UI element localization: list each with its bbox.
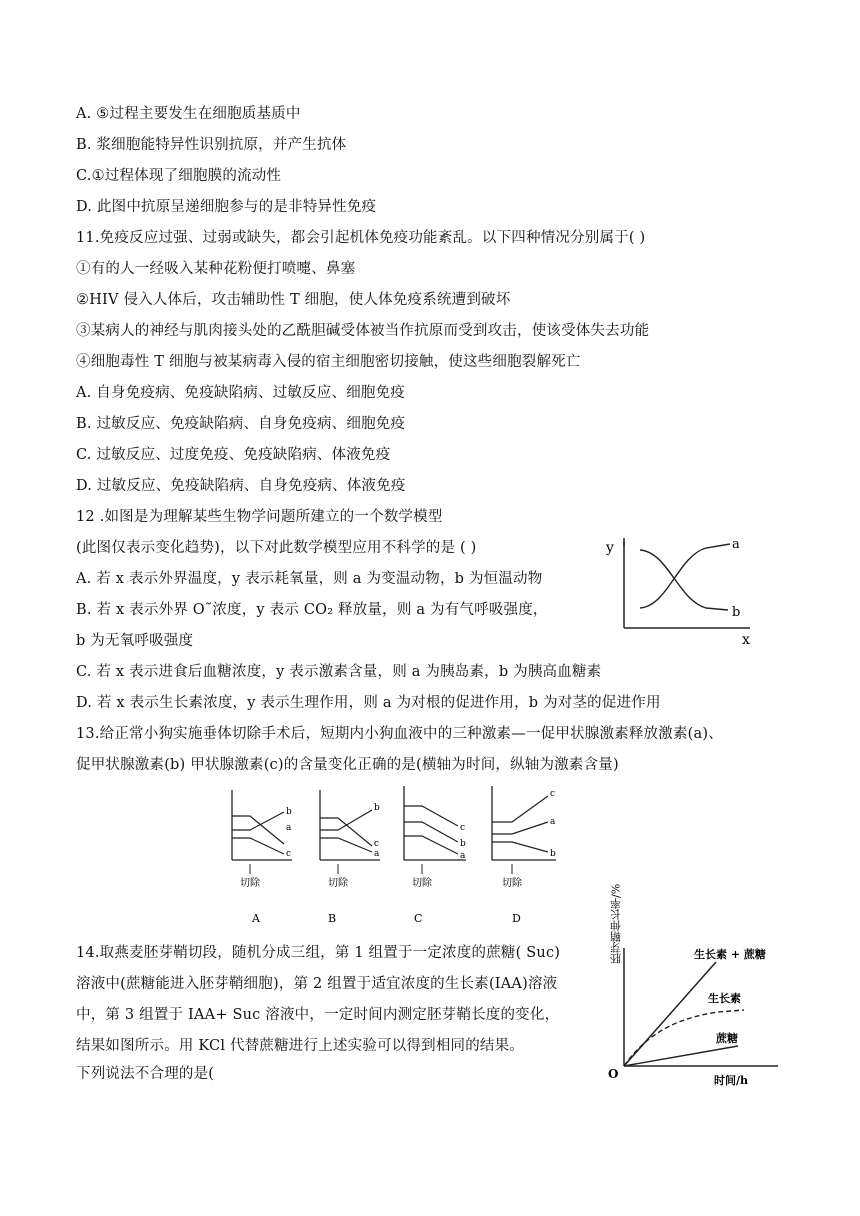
q10-option-a: A. ⑤过程主要发生在细胞质基质中	[76, 106, 301, 122]
q14-line-1: 14.取燕麦胚芽鞘切段，随机分成三组，第 1 组置于一定浓度的蔗糖( Suc)	[76, 945, 561, 961]
q14-line-iaa-suc	[624, 962, 716, 1066]
q14-growth-figure	[598, 883, 788, 1088]
q12-model-figure	[598, 530, 758, 650]
q13-panel-c	[404, 786, 466, 925]
q12-y-label: y	[606, 540, 614, 556]
svg-text:b: b	[286, 807, 292, 817]
q14-series-3: 蔗糖	[716, 1032, 738, 1045]
svg-text:c: c	[550, 789, 556, 799]
svg-text:c: c	[286, 849, 292, 859]
q12-x-label: x	[742, 632, 750, 648]
svg-text:a: a	[550, 817, 556, 827]
svg-text:a: a	[374, 849, 380, 859]
q13-panel-d	[492, 786, 556, 925]
q14-x-label: 时间/h	[714, 1074, 749, 1087]
q13-panels-figure	[222, 782, 562, 930]
q13-line-1: 13.给正常小狗实施垂体切除手术后，短期内小狗血液中的三种激素—一促甲状腺激素释放激素(a)、	[76, 726, 723, 742]
q11-item-4: ④细胞毒性 T 细胞与被某病毒入侵的宿主细胞密切接触，使这些细胞裂解死亡	[76, 354, 581, 370]
svg-text:a: a	[286, 823, 292, 833]
q13-panel-a	[232, 790, 292, 925]
q14-series-2: 生长素	[708, 992, 741, 1005]
q10-option-d: D. 此图中抗原呈递细胞参与的是非特异性免疫	[76, 199, 377, 215]
q12-curve-a-label: a	[732, 537, 740, 552]
q12-option-a: A. 若 x 表示外界温度，y 表示耗氧量，则 a 为变温动物，b 为恒温动物	[76, 571, 543, 587]
q14-line-4: 结果如图所示。用 KCl 代替蔗糖进行上述实验可以得到相同的结果。	[76, 1038, 524, 1054]
q11-stem: 11.免疫反应过强、过弱或缺失，都会引起机体免疫功能紊乱。以下四种情况分别属于( )	[76, 230, 646, 246]
svg-text:切除: 切除	[502, 878, 522, 889]
svg-text:切除: 切除	[328, 878, 348, 889]
svg-text:c: c	[460, 823, 466, 833]
q12-stem-1: 12 .如图是为理解某些生物学问题所建立的一个数学模型	[76, 509, 443, 525]
q13-line-2: 促甲状腺激素(b) 甲状腺激素(c)的含量变化正确的是(横轴为时间，纵轴为激素含量)	[76, 757, 619, 773]
q11-item-2: ②HIV 侵入人体后，攻击辅助性 T 细胞，使人体免疫系统遭到破坏	[76, 292, 511, 308]
q12-option-b-cont: b 为无氧呼吸强度	[76, 633, 194, 649]
q11-item-1: ①有的人一经吸入某种花粉便打喷嚏、鼻塞	[76, 261, 356, 277]
svg-text:切除: 切除	[412, 878, 432, 889]
q11-option-b: B. 过敏反应、免疫缺陷病、自身免疫病、细胞免疫	[76, 416, 406, 432]
q13-panel-d-label: D	[512, 912, 521, 925]
svg-text:b: b	[550, 849, 556, 859]
svg-text:c: c	[374, 839, 380, 849]
q13-panel-a-label: A	[252, 912, 260, 925]
q10-option-b: B. 浆细胞能特异性识别抗原，并产生抗体	[76, 137, 347, 153]
q12-stem-2: (此图仅表示变化趋势)，以下对此数学模型应用不科学的是 ( )	[76, 540, 477, 556]
q10-option-c: C.①过程体现了细胞膜的流动性	[76, 168, 282, 184]
q12-curve-b-label: b	[732, 605, 741, 620]
svg-text:b: b	[374, 803, 380, 813]
q12-curve-b	[640, 550, 728, 610]
q14-series-1: 生长素 + 蔗糖	[694, 948, 766, 961]
q12-option-b: B. 若 x 表示外界 O˜浓度，y 表示 CO₂ 释放量，则 a 为有气呼吸强度，	[76, 602, 548, 618]
q11-option-c: C. 过敏反应、过度免疫、免疫缺陷病、体液免疫	[76, 447, 391, 463]
q14-line-2: 溶液中(蔗糖能进入胚芽鞘细胞)，第 2 组置于适宜浓度的生长素(IAA)溶液	[76, 976, 558, 992]
q13-panel-b-label: B	[328, 912, 337, 925]
q11-option-d: D. 过敏反应、免疫缺陷病、自身免疫病、体液免疫	[76, 478, 406, 494]
q12-curve-a	[640, 544, 730, 608]
q14-line-3: 中，第 3 组置于 IAA+ Suc 溶液中，一定时间内测定胚芽鞘长度的变化，	[76, 1007, 560, 1023]
q11-option-a: A. 自身免疫病、免疫缺陷病、过敏反应、细胞免疫	[76, 385, 405, 401]
q12-option-c: C. 若 x 表示进食后血糖浓度，y 表示激素含量，则 a 为胰岛素，b 为胰高血糖素	[76, 664, 602, 680]
svg-text:切除: 切除	[240, 878, 260, 889]
q13-panel-b	[320, 790, 380, 925]
q11-item-3: ③某病人的神经与肌肉接头处的乙酰胆碱受体被当作抗原而受到攻击，使该受体失去功能	[76, 323, 650, 339]
q14-line-suc	[624, 1046, 738, 1066]
q13-panel-c-label: C	[414, 912, 423, 925]
svg-text:b: b	[460, 839, 466, 849]
q12-option-d: D. 若 x 表示生长素浓度，y 表示生理作用，则 a 为对根的促进作用，b 为对茎的促进作用	[76, 695, 661, 711]
q14-y-label: 胚芽鞘伸长率/%	[609, 883, 623, 964]
q14-origin: O	[608, 1067, 619, 1081]
q14-line-5: 下列说法不合理的是(	[76, 1066, 215, 1082]
svg-text:a: a	[460, 851, 466, 861]
